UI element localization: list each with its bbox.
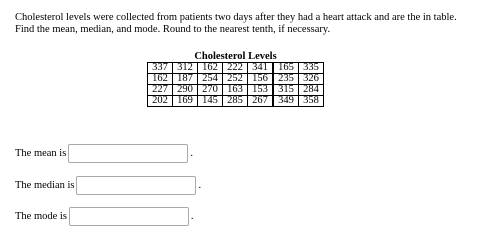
- table-row: [148, 63, 324, 74]
- table-title: Cholesterol Levels: [194, 51, 277, 62]
- mean-label: The mean is: [15, 148, 67, 159]
- table-cell: 312: [173, 63, 198, 74]
- table-cell: 270: [198, 85, 223, 96]
- table-cell: 335: [299, 63, 324, 74]
- cholesterol-table: [147, 62, 324, 107]
- question-line-2: Find the mean, median, and mode. Round to the nearest tenth, if necessary.: [15, 24, 331, 35]
- table-cell: 337: [148, 63, 173, 74]
- table-cell: 349: [273, 96, 299, 107]
- table-cell: 285: [223, 96, 248, 107]
- table-cell: 227: [148, 85, 173, 96]
- table-cell: 252: [223, 74, 248, 85]
- table-cell: 326: [299, 74, 324, 85]
- table-cell: 341: [248, 63, 274, 74]
- table-row: [148, 85, 324, 96]
- table-cell: 254: [198, 74, 223, 85]
- mode-row: [15, 207, 194, 226]
- median-period: .: [198, 180, 202, 191]
- table-cell: 235: [273, 74, 299, 85]
- table-cell: 156: [248, 74, 274, 85]
- table-cell: 153: [248, 85, 274, 96]
- question-text: [15, 12, 485, 36]
- table-cell: 145: [198, 96, 223, 107]
- table-row: [148, 74, 324, 85]
- mean-row: [15, 144, 193, 163]
- table-cell: 165: [273, 63, 299, 74]
- table-cell: 169: [173, 96, 198, 107]
- mean-period: .: [190, 148, 193, 159]
- median-label: The median is: [15, 180, 75, 191]
- median-input[interactable]: [76, 176, 196, 195]
- cholesterol-table-container: [147, 51, 324, 107]
- mode-label: The mode is: [15, 211, 67, 222]
- table-cell: 163: [223, 85, 248, 96]
- table-cell: 315: [273, 85, 299, 96]
- table-row: [148, 96, 324, 107]
- table-cell: 284: [299, 85, 324, 96]
- table-cell: 267: [248, 96, 274, 107]
- mean-input[interactable]: [68, 144, 188, 163]
- mode-period: .: [190, 211, 194, 222]
- median-row: [15, 176, 201, 195]
- table-cell: 187: [173, 74, 198, 85]
- question-line-1: Cholesterol levels were collected from patients two days after they had a heart attack and are the in table.: [15, 12, 457, 23]
- table-cell: 222: [223, 63, 248, 74]
- table-cell: 202: [148, 96, 173, 107]
- table-cell: 162: [198, 63, 223, 74]
- table-cell: 162: [148, 74, 173, 85]
- mode-input[interactable]: [69, 207, 189, 226]
- table-cell: 290: [173, 85, 198, 96]
- table-cell: 358: [299, 96, 324, 107]
